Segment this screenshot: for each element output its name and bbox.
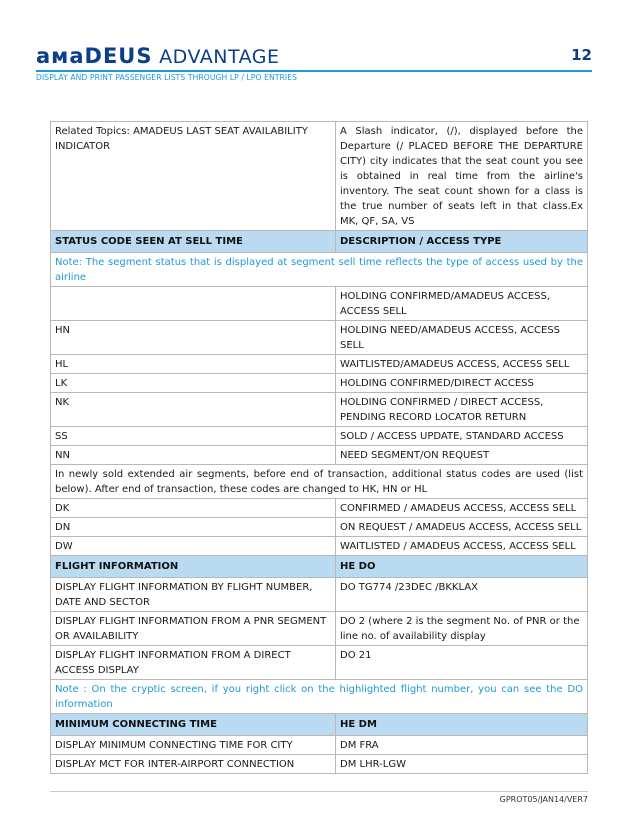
- status-code: DW: [51, 537, 336, 556]
- status-code: SS: [51, 427, 336, 446]
- mct-function: DISPLAY MINIMUM CONNECTING TIME FOR CITY: [51, 736, 336, 755]
- amadeus-logo: [36, 44, 279, 69]
- mct-function: DISPLAY MCT FOR INTER-AIRPORT CONNECTION: [51, 755, 336, 774]
- status-header-row: [51, 231, 588, 253]
- status-description: CONFIRMED / AMADEUS ACCESS, ACCESS SELL: [336, 499, 588, 518]
- table-row: [51, 755, 588, 774]
- extended-note-row: [51, 465, 588, 499]
- page-header: [36, 44, 592, 68]
- status-code: NN: [51, 446, 336, 465]
- header-divider: [36, 70, 592, 72]
- flight-note-row: [51, 680, 588, 714]
- table-row: [51, 646, 588, 680]
- status-code: HL: [51, 355, 336, 374]
- page-subtitle: DISPLAY AND PRINT PASSENGER LISTS THROUGH LP / LPO ENTRIES: [36, 73, 298, 82]
- flight-header-row: [51, 556, 588, 578]
- document-code: GPROT05/JAN14/VER7: [499, 795, 588, 804]
- flight-note: Note : On the cryptic screen, if you right click on the highlighted flight number, you can see the DO information: [51, 680, 588, 714]
- status-description: WAITLISTED / AMADEUS ACCESS, ACCESS SELL: [336, 537, 588, 556]
- flight-function: DISPLAY FLIGHT INFORMATION FROM A DIRECT ACCESS DISPLAY: [51, 646, 336, 680]
- status-code: HN: [51, 321, 336, 355]
- intro-row: [51, 122, 588, 231]
- logo-suffix: ADVANTAGE: [159, 46, 280, 68]
- status-description: HOLDING CONFIRMED/AMADEUS ACCESS, ACCESS SELL: [336, 287, 588, 321]
- status-note: Note: The segment status that is displayed at segment sell time reflects the type of access used by the airline: [51, 253, 588, 287]
- mct-entry: DM FRA: [336, 736, 588, 755]
- footer-divider: [50, 791, 588, 792]
- status-description: NEED SEGMENT/ON REQUEST: [336, 446, 588, 465]
- status-description: ON REQUEST / AMADEUS ACCESS, ACCESS SELL: [336, 518, 588, 537]
- table-row: [51, 427, 588, 446]
- logo-brand: aмaDEUS: [36, 44, 153, 68]
- table-row: [51, 355, 588, 374]
- flight-function: DISPLAY FLIGHT INFORMATION BY FLIGHT NUMBER, DATE AND SECTOR: [51, 578, 336, 612]
- table-row: [51, 374, 588, 393]
- flight-entry: DO 2 (where 2 is the segment No. of PNR or the line no. of availability display: [336, 612, 588, 646]
- status-description: SOLD / ACCESS UPDATE, STANDARD ACCESS: [336, 427, 588, 446]
- status-description: WAITLISTED/AMADEUS ACCESS, ACCESS SELL: [336, 355, 588, 374]
- status-description: HOLDING NEED/AMADEUS ACCESS, ACCESS SELL: [336, 321, 588, 355]
- status-code: DK: [51, 499, 336, 518]
- mct-header-left: MINIMUM CONNECTING TIME: [51, 714, 336, 736]
- table-row: [51, 499, 588, 518]
- mct-header-right: HE DM: [336, 714, 588, 736]
- flight-header-right: HE DO: [336, 556, 588, 578]
- status-code: NK: [51, 393, 336, 427]
- reference-table: [50, 121, 588, 774]
- status-code: LK: [51, 374, 336, 393]
- related-topics-cell: Related Topics: AMADEUS LAST SEAT AVAILABILITY INDICATOR: [51, 122, 336, 231]
- slash-indicator-cell: A Slash indicator, (/), displayed before the Departure (/ PLACED BEFORE THE DEPARTURE CITY) city indicates that the seat count you see is obtained in real time from the airline's inventory. The seat count shown for a class is the true number of seats left in that class.Ex MK, QF, SA, VS: [336, 122, 588, 231]
- status-description: HOLDING CONFIRMED/DIRECT ACCESS: [336, 374, 588, 393]
- table-row: [51, 537, 588, 556]
- status-code: DN: [51, 518, 336, 537]
- table-row: [51, 446, 588, 465]
- flight-header-left: FLIGHT INFORMATION: [51, 556, 336, 578]
- page-number: 12: [571, 46, 592, 64]
- flight-entry: DO 21: [336, 646, 588, 680]
- table-row: [51, 321, 588, 355]
- flight-function: DISPLAY FLIGHT INFORMATION FROM A PNR SEGMENT OR AVAILABILITY: [51, 612, 336, 646]
- table-row: [51, 287, 588, 321]
- flight-entry: DO TG774 /23DEC /BKKLAX: [336, 578, 588, 612]
- table-row: [51, 578, 588, 612]
- mct-entry: DM LHR-LGW: [336, 755, 588, 774]
- table-row: [51, 518, 588, 537]
- table-row: [51, 393, 588, 427]
- table-row: [51, 612, 588, 646]
- table-row: [51, 736, 588, 755]
- extended-segments-note: In newly sold extended air segments, before end of transaction, additional status codes are used (list below). After end of transaction, these codes are changed to HK, HN or HL: [51, 465, 588, 499]
- mct-header-row: [51, 714, 588, 736]
- status-code: [51, 287, 336, 321]
- status-header-right: DESCRIPTION / ACCESS TYPE: [336, 231, 588, 253]
- status-note-row: [51, 253, 588, 287]
- status-description: HOLDING CONFIRMED / DIRECT ACCESS, PENDING RECORD LOCATOR RETURN: [336, 393, 588, 427]
- status-header-left: STATUS CODE SEEN AT SELL TIME: [51, 231, 336, 253]
